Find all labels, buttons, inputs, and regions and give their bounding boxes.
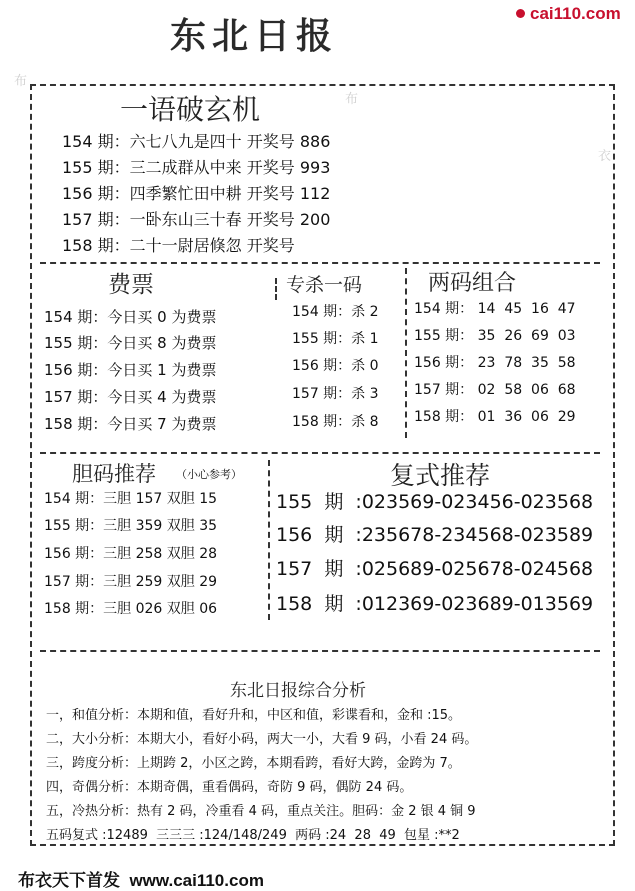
- watermark: 布: [14, 74, 28, 89]
- kill-row: 154 期：杀 2: [292, 304, 379, 320]
- divider-v3: [268, 460, 270, 620]
- watermark: 布: [345, 92, 359, 107]
- pair-row: 157 期： 02 58 06 68: [414, 382, 576, 398]
- riddle-row: 154 期：六七八九是四十 开奖号 886: [62, 132, 331, 151]
- kill-row: 155 期：杀 1: [292, 331, 379, 347]
- pair-row: 155 期： 35 26 69 03: [414, 328, 576, 344]
- masthead-title: 东北日报: [170, 16, 339, 57]
- free-row: 154 期：今日买 0 为费票: [44, 308, 217, 326]
- pair-row: 158 期： 01 36 06 29: [414, 409, 576, 425]
- riddle-row: 155 期：三二成群从中来 开奖号 993: [62, 158, 331, 177]
- divider-v1: [275, 278, 277, 300]
- multi-row: 158 期 :012369-023689-013569: [276, 593, 594, 615]
- free-row: 155 期：今日买 8 为费票: [44, 334, 217, 352]
- free-row: 157 期：今日买 4 为费票: [44, 388, 217, 406]
- riddle-row: 158 期：二十一尉居倏忽 开奖号: [62, 236, 295, 255]
- multi-row: 157 期 :025689-025678-024568: [276, 558, 594, 580]
- brand-text: cai110.com: [530, 4, 621, 23]
- kill-title: 专杀一码: [286, 274, 363, 296]
- divider-v2: [405, 268, 407, 438]
- guts-row: 157 期：三胆 259 双胆 29: [44, 574, 218, 590]
- analysis-row: 一，和值分析：本期和值，看好升和，中区和值，彩谍看和，金和 :15。: [46, 708, 462, 723]
- multi-row: 156 期 :235678-234568-023589: [276, 524, 594, 546]
- watermark: 衣: [598, 149, 612, 164]
- guts-note: （小心参考）: [176, 468, 242, 481]
- riddle-row: 157 期：一卧东山三十春 开奖号 200: [62, 210, 331, 229]
- analysis-row: 五，冷热分析：热有 2 码，冷重看 4 码，重点关注。胆码：金 2 银 4 铜 9: [46, 804, 476, 819]
- guts-row: 155 期：三胆 359 双胆 35: [44, 518, 218, 534]
- pair-row: 156 期： 23 78 35 58: [414, 355, 576, 371]
- analysis-title: 东北日报综合分析: [230, 681, 366, 701]
- kill-row: 156 期：杀 0: [292, 358, 379, 374]
- guts-row: 154 期：三胆 157 双胆 15: [44, 491, 218, 507]
- pair-row: 154 期： 14 45 16 47: [414, 301, 576, 317]
- free-row: 156 期：今日买 1 为费票: [44, 361, 217, 379]
- brand-dot-icon: [516, 9, 525, 18]
- free-title: 费票: [108, 272, 154, 298]
- free-row: 158 期：今日买 7 为费票: [44, 415, 217, 433]
- pair-title: 两码组合: [428, 271, 517, 296]
- divider-top: [40, 262, 600, 264]
- brand-link[interactable]: [516, 4, 621, 24]
- analysis-row: 三，跨度分析：上期跨 2，小区之跨，本期看跨，看好大跨，金跨为 7。: [46, 756, 461, 771]
- guts-row: 158 期：三胆 026 双胆 06: [44, 601, 218, 617]
- footer-text: 布衣天下首发 www.cai110.com: [18, 871, 264, 890]
- riddle-title: 一语破玄机: [120, 93, 261, 126]
- divider-mid: [40, 452, 600, 454]
- riddle-row: 156 期：四季繁忙田中耕 开奖号 112: [62, 184, 331, 203]
- kill-row: 158 期：杀 8: [292, 414, 379, 430]
- analysis-row: 二，大小分析：本期大小，看好小码，两大一小，大看 9 码，小看 24 码。: [46, 732, 478, 747]
- guts-row: 156 期：三胆 258 双胆 28: [44, 546, 218, 562]
- divider-bottom: [40, 650, 600, 652]
- analysis-row: 四，奇偶分析：本期奇偶，重看偶码，奇防 9 码，偶防 24 码。: [46, 780, 413, 795]
- kill-row: 157 期：杀 3: [292, 386, 379, 402]
- multi-title: 复式推荐: [390, 461, 491, 490]
- analysis-row: 五码复式 :12489 三三三 :124/148/249 两码 :24 28 49 包星 :**2: [46, 828, 460, 843]
- guts-title: 胆码推荐: [72, 462, 156, 486]
- multi-row: 155 期 :023569-023456-023568: [276, 491, 594, 513]
